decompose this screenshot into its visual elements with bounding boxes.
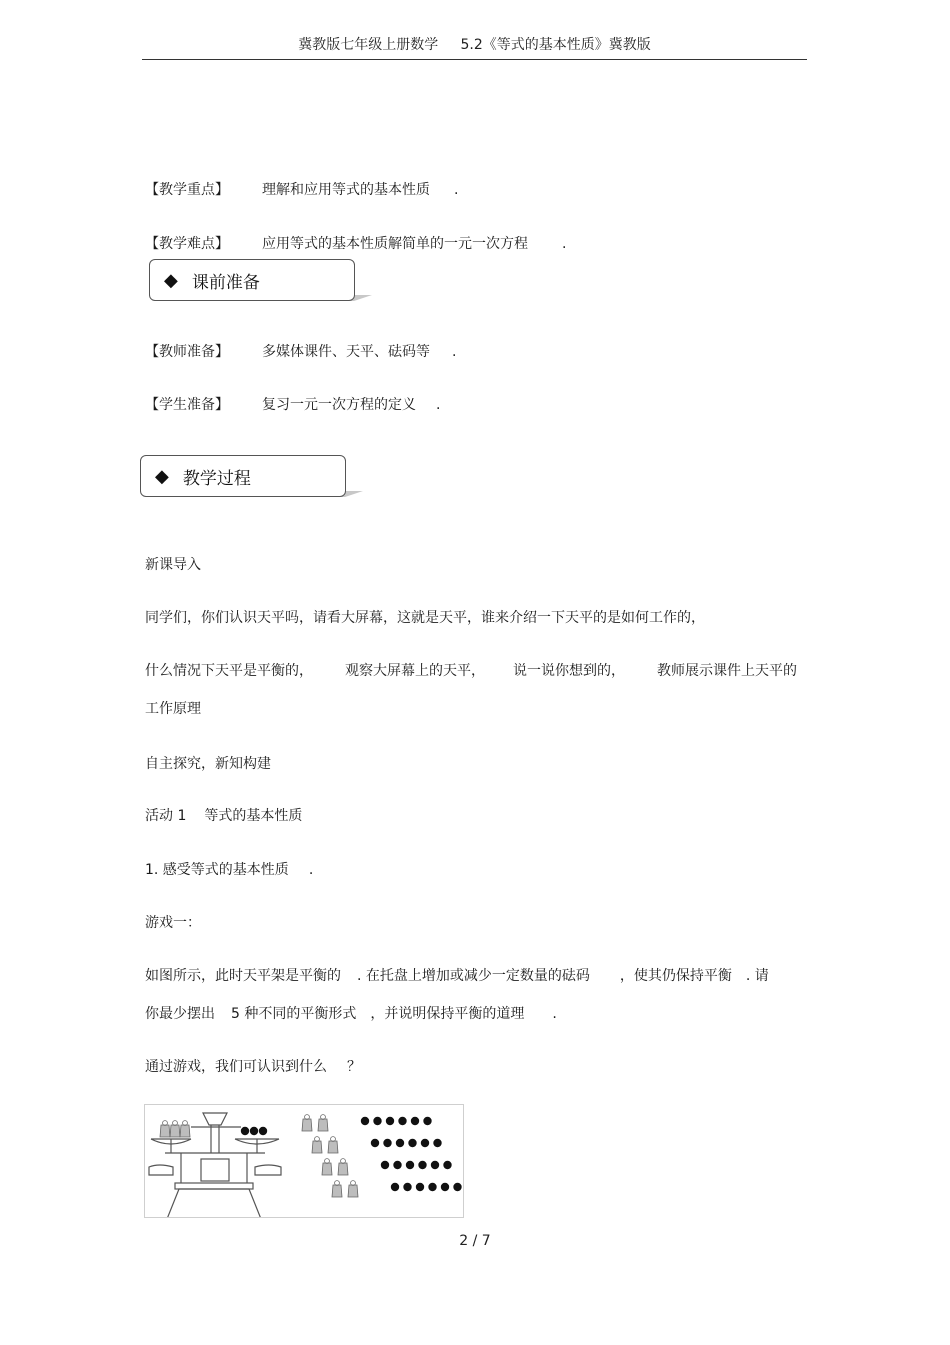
ball-icon bbox=[396, 1139, 404, 1147]
text-segment: 观察大屏幕上的天平， bbox=[345, 663, 485, 679]
paragraph: 同学们，你们认识天平吗，请看大屏幕，这就是天平，谁来介绍一下天平的是如何工作的， bbox=[145, 610, 705, 626]
ball-icon bbox=[241, 1127, 249, 1135]
weight-icon bbox=[170, 1125, 180, 1137]
ball-icon bbox=[403, 1183, 411, 1191]
ball-icon bbox=[411, 1117, 419, 1125]
ball-icon bbox=[423, 1117, 431, 1125]
teaching-difficulty-tag: 【教学难点】 bbox=[145, 236, 229, 252]
text-segment: 教师展示课件上天平的 bbox=[657, 663, 797, 679]
ball-icon bbox=[259, 1127, 267, 1135]
explore-heading: 自主探究，新知构建 bbox=[145, 756, 271, 772]
weight-icon bbox=[338, 1163, 348, 1175]
weight-icon bbox=[328, 1141, 338, 1153]
ball-icon bbox=[373, 1117, 381, 1125]
teaching-focus bbox=[145, 179, 458, 199]
student-prep bbox=[145, 394, 440, 414]
ball-icon bbox=[433, 1139, 441, 1147]
balance-figure bbox=[144, 1104, 464, 1218]
paragraph bbox=[145, 1003, 557, 1023]
section-title: 课前准备 bbox=[191, 272, 260, 293]
text-segment: . 请 bbox=[745, 968, 769, 984]
weight-icon bbox=[332, 1185, 342, 1197]
text-segment: 你最少摆出 bbox=[145, 1006, 215, 1022]
text-segment: 什么情况下天平是平衡的， bbox=[145, 663, 313, 679]
text-segment: ？ bbox=[347, 1059, 361, 1075]
teaching-difficulty-end: . bbox=[562, 236, 567, 252]
list-item bbox=[145, 859, 313, 879]
weight-icon bbox=[312, 1141, 322, 1153]
ball-icon bbox=[428, 1183, 436, 1191]
paragraph: 工作原理 bbox=[145, 701, 201, 717]
text-segment: 5 种不同的平衡形式 bbox=[231, 1006, 357, 1022]
weight-icon bbox=[318, 1119, 328, 1131]
paragraph bbox=[145, 965, 769, 985]
text-segment: 1. 感受等式的基本性质 bbox=[145, 862, 289, 878]
student-prep-text: 复习一元一次方程的定义 bbox=[262, 397, 416, 413]
ball-icon bbox=[418, 1161, 426, 1169]
ball-icon bbox=[431, 1161, 439, 1169]
section-title: 教学过程 bbox=[182, 468, 251, 489]
ball-icon bbox=[406, 1161, 414, 1169]
ball-icon bbox=[381, 1161, 389, 1169]
text-segment: . bbox=[308, 862, 314, 878]
ball-icon bbox=[391, 1183, 399, 1191]
text-segment: 活动 1 bbox=[145, 808, 187, 824]
ball-icon bbox=[393, 1161, 401, 1169]
weight-icon bbox=[348, 1185, 358, 1197]
text-segment: . bbox=[552, 1006, 557, 1022]
activity-heading bbox=[145, 805, 302, 825]
weight-icon bbox=[180, 1125, 190, 1137]
ball-icon bbox=[250, 1127, 258, 1135]
ball-icon bbox=[371, 1139, 379, 1147]
teaching-difficulty-text: 应用等式的基本性质解简单的一元一次方程 bbox=[262, 236, 528, 252]
ball-icon bbox=[453, 1183, 461, 1191]
weight-icon bbox=[160, 1125, 170, 1137]
balance-illustration bbox=[145, 1105, 464, 1218]
student-prep-end: . bbox=[436, 397, 441, 413]
paragraph bbox=[145, 660, 797, 680]
text-segment: . 在托盘上增加或减少一定数量的砝码 bbox=[357, 968, 590, 984]
text-segment: 说一说你想到的， bbox=[513, 663, 625, 679]
teaching-focus-end: . bbox=[454, 182, 459, 198]
text-segment: ，使其仍保持平衡 bbox=[619, 968, 732, 984]
teacher-prep-text: 多媒体课件、天平、砝码等 bbox=[262, 344, 430, 360]
ball-icon bbox=[443, 1161, 451, 1169]
diamond-icon: ◆ bbox=[155, 465, 169, 487]
teacher-prep-tag: 【教师准备】 bbox=[145, 344, 229, 360]
teaching-focus-tag: 【教学重点】 bbox=[145, 182, 229, 198]
ball-icon bbox=[398, 1117, 406, 1125]
text-segment: 通过游戏，我们可认识到什么 bbox=[145, 1059, 327, 1075]
teacher-prep bbox=[145, 341, 456, 361]
teaching-focus-text: 理解和应用等式的基本性质 bbox=[262, 182, 430, 198]
page-number: 2 / 7 bbox=[459, 1233, 491, 1249]
section-header-process bbox=[140, 455, 346, 497]
ball-icon bbox=[361, 1117, 369, 1125]
weight-icon bbox=[302, 1119, 312, 1131]
ball-icon bbox=[386, 1117, 394, 1125]
ball-icon bbox=[416, 1183, 424, 1191]
game-heading: 游戏一： bbox=[145, 915, 201, 931]
ball-icon bbox=[421, 1139, 429, 1147]
diamond-icon: ◆ bbox=[164, 269, 178, 291]
page-header: 冀教版七年级上册数学 5.2《等式的基本性质》冀教版 bbox=[298, 37, 651, 53]
paragraph bbox=[145, 1056, 361, 1076]
header-rule bbox=[142, 59, 807, 60]
text-segment: ，并说明保持平衡的道理 bbox=[370, 1006, 525, 1022]
ball-icon bbox=[441, 1183, 449, 1191]
student-prep-tag: 【学生准备】 bbox=[145, 397, 229, 413]
text-segment: 等式的基本性质 bbox=[204, 808, 303, 824]
weight-icon bbox=[322, 1163, 332, 1175]
intro-heading: 新课导入 bbox=[145, 557, 201, 573]
section-header-prep bbox=[149, 259, 355, 301]
ball-icon bbox=[383, 1139, 391, 1147]
text-segment: 如图所示，此时天平架是平衡的 bbox=[145, 968, 341, 984]
teaching-difficulty bbox=[145, 233, 566, 253]
ball-icon bbox=[408, 1139, 416, 1147]
teacher-prep-end: . bbox=[452, 344, 457, 360]
